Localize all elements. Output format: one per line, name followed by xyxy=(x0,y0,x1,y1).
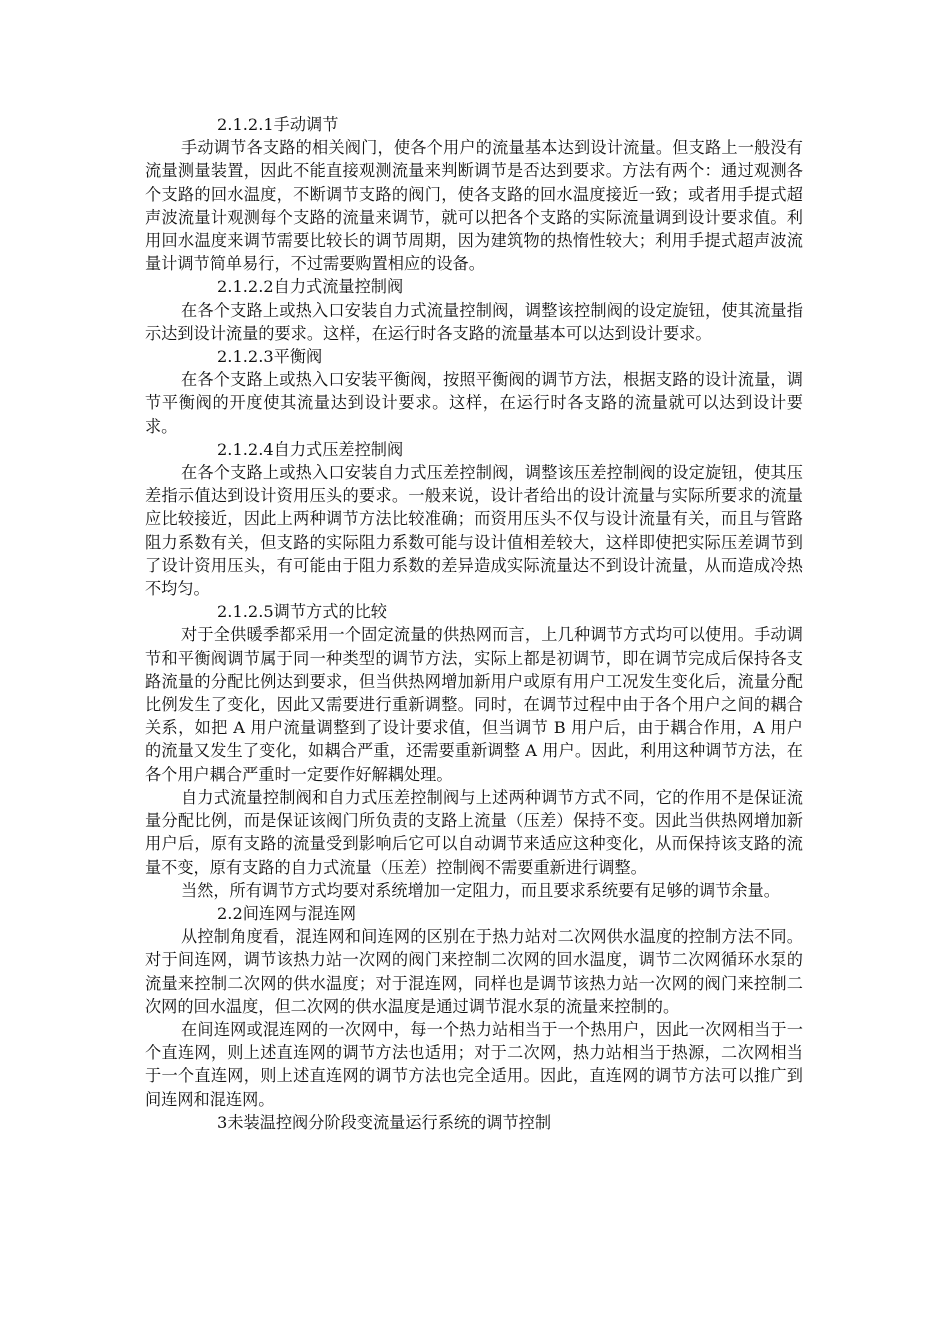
section-number: 2.1.2.2 xyxy=(217,277,274,297)
section-heading-2-2 xyxy=(145,902,803,925)
section-heading-2-1-2-4 xyxy=(145,438,803,461)
section-heading-2-1-2-5 xyxy=(145,600,803,623)
paragraph: 当然，所有调节方式均要对系统增加一定阻力，而且要求系统要有足够的调节余量。 xyxy=(181,880,780,900)
paragraph: 在各个支路上或热入口安装平衡阀，按照平衡阀的调节方法，根据支路的设计流量，调节平衡阀的开度使其流量达到设计要求。这样，在运行时各支路的流量就可以达到设计要求。 xyxy=(145,370,803,436)
section-number: 2.1.2.4 xyxy=(217,439,274,459)
section-heading-2-1-2-1 xyxy=(145,113,803,136)
section-number: 2.2 xyxy=(217,903,243,923)
section-title: 未装温控阀分阶段变流量运行系统的调节控制 xyxy=(227,1112,552,1132)
section-heading-2-1-2-2 xyxy=(145,275,803,298)
section-title: 手动调节 xyxy=(273,115,339,134)
section-title: 间连网与混连网 xyxy=(242,903,357,923)
document-page xyxy=(145,113,803,1134)
section-number: 3 xyxy=(217,1112,228,1132)
section-title: 平衡阀 xyxy=(273,347,323,367)
paragraph: 在间连网或混连网的一次网中，每一个热力站相当于一个热用户，因此一次网相当于一个直连网，则上述直连网的调节方法也适用；对于二次网，热力站相当于热源，二次网相当于一个直连网，则上述直连网的调节方法也完全适用。因此，直连网的调节方法可以推广到间连网和混连网。 xyxy=(145,1019,803,1109)
paragraph: 在各个支路上或热入口安装自力式压差控制阀，调整该压差控制阀的设定旋钮，使其压差指示值达到设计资用压头的要求。一般来说，设计者给出的设计流量与实际所要求的流量应比较接近，因此上两种调节方法比较准确；而资用压头不仅与设计流量有关，而且与管路阻力系数有关，但支路的实际阻力系数可能与设计值相差较大，这样即使把实际压差调节到了设计资用压头，有可能由于阻力系数的差异造成实际流量达不到设计流量，从而造成冷热不均匀。 xyxy=(145,463,803,599)
paragraph: 在各个支路上或热入口安装自力式流量控制阀，调整该控制阀的设定旋钮，使其流量指示达到设计流量的要求。这样，在运行时各支路的流量基本可以达到设计要求。 xyxy=(145,300,803,343)
paragraph: 对于全供暖季都采用一个固定流量的供热网而言，上几种调节方式均可以使用。手动调节和平衡阀调节属于同一种类型的调节方法，实际上都是初调节，即在调节完成后保持各支路流量的分配比例达到要求，但当供热网增加新用户或原有用户工况发生变化后，流量分配比例发生了变化，因此又需要进行重新调整。同时，在调节过程中由于各个用户之间的耦合关系，如把 A 用户流量调整到了设计要求值，但当调节 B 用户后，由于耦合作用，A 用户的流量又发生了变化，如耦合严重，还需要重新调整 A 用户。因此，利用这种调节方法，在各个用户耦合严重时一定要作好解耦处理。 xyxy=(145,625,803,784)
section-heading-2-1-2-3 xyxy=(145,345,803,368)
section-number: 2.1.2.3 xyxy=(217,347,274,367)
section-number: 2.1.2.5 xyxy=(217,602,274,622)
section-title: 自力式压差控制阀 xyxy=(273,439,404,459)
paragraph: 自力式流量控制阀和自力式压差控制阀与上述两种调节方式不同，它的作用不是保证流量分配比例，而是保证该阀门所负责的支路上流量（压差）保持不变。因此当供热网增加新用户后，原有支路的流量受到影响后它可以自动调节来适应这种变化，从而保持该支路的流量不变，原有支路的自力式流量（压差）控制阀不需要重新进行调整。 xyxy=(145,787,803,877)
section-heading-3 xyxy=(145,1111,803,1134)
section-title: 调节方式的比较 xyxy=(273,602,387,622)
paragraph: 从控制角度看，混连网和间连网的区别在于热力站对二次网供水温度的控制方法不同。对于间连网，调节该热力站一次网的阀门来控制二次网的回水温度，调节二次网循环水泵的流量来控制二次网的供水温度；对于混连网，同样也是调节该热力站一次网的阀门来控制二次网的回水温度，但二次网的供水温度是通过调节混水泵的流量来控制的。 xyxy=(145,927,803,1016)
section-title: 自力式流量控制阀 xyxy=(273,277,404,297)
section-number: 2.1.2.1 xyxy=(217,115,274,134)
paragraph: 手动调节各支路的相关阀门，使各个用户的流量基本达到设计流量。但支路上一般没有流量测量装置，因此不能直接观测流量来判断调节是否达到要求。方法有两个：通过观测各个支路的回水温度，不断调节支路的阀门，使各支路的回水温度接近一致；或者用手提式超声波流量计观测每个支路的流量来调节，就可以把各个支路的实际流量调到设计要求值。利用回水温度来调节需要比较长的调节周期，因为建筑物的热惰性较大；利用手提式超声波流量计调节简单易行，不过需要购置相应的设备。 xyxy=(145,138,803,274)
